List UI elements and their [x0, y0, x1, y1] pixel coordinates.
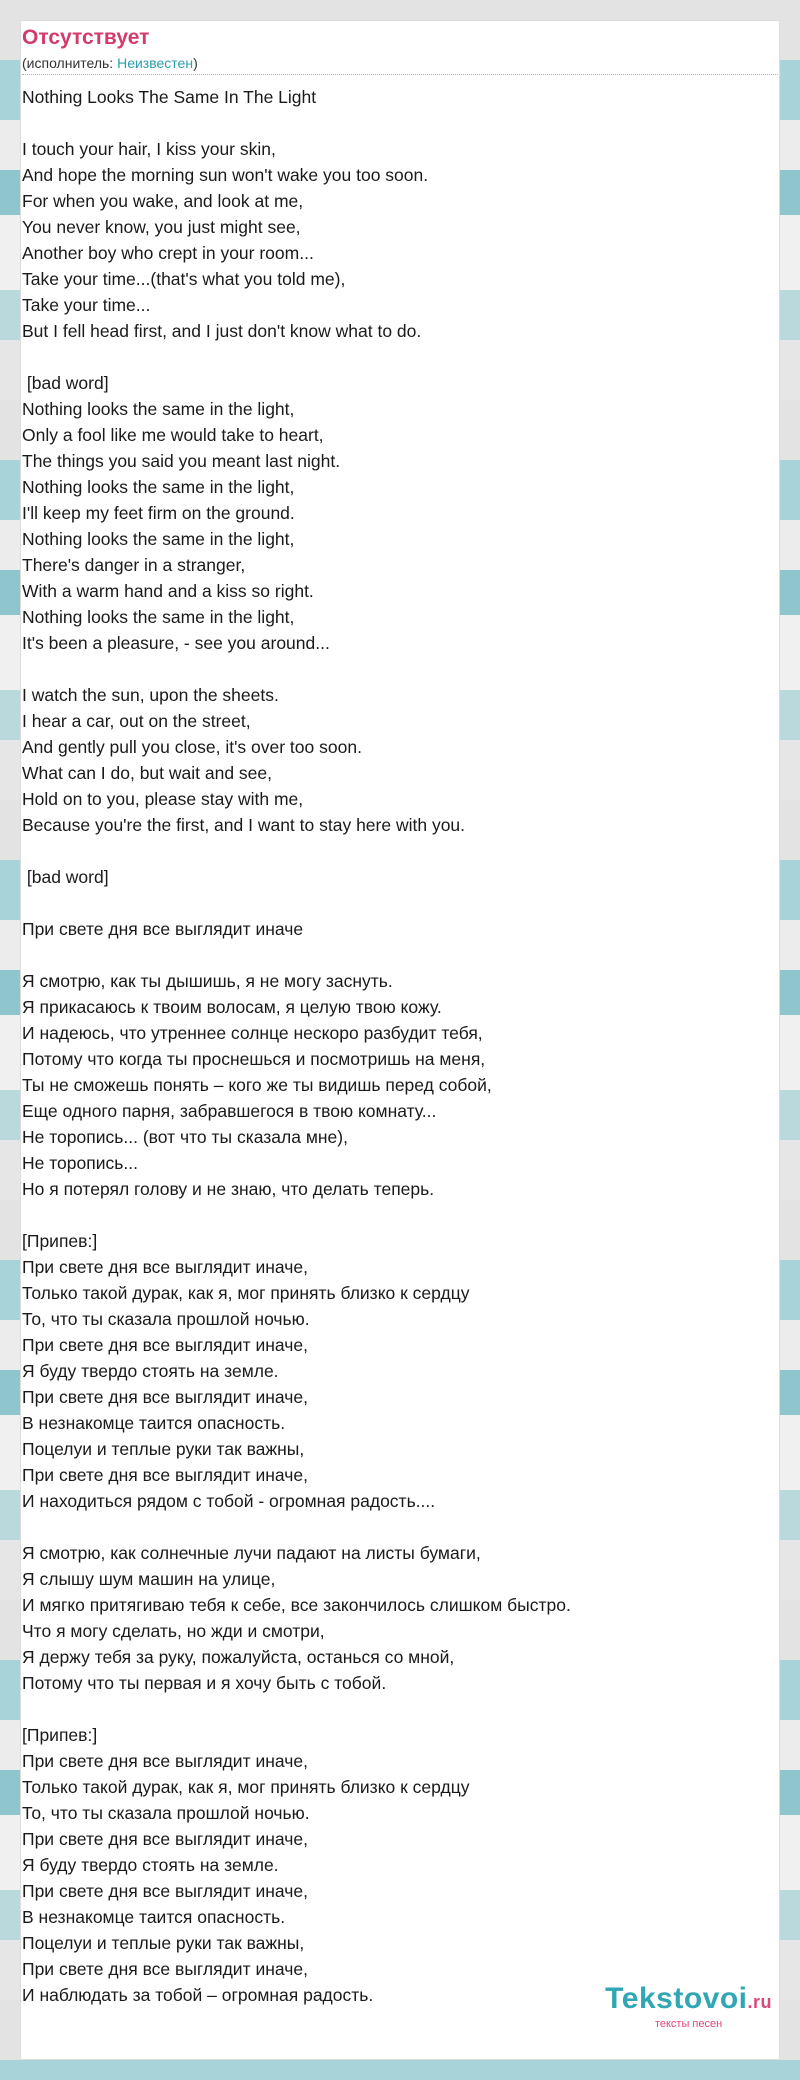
lyric-line: [bad word]	[22, 373, 109, 393]
lyric-line: При свете дня все выглядит иначе,	[22, 1257, 308, 1277]
lyric-line: [Припев:]	[22, 1725, 98, 1745]
lyric-line: [bad word]	[22, 867, 109, 887]
lyric-line	[22, 344, 778, 370]
lyric-line: При свете дня все выглядит иначе,	[22, 1959, 308, 1979]
lyric-line: Не торопись... (вот что ты сказала мне),	[22, 1127, 348, 1147]
lyric-line: Nothing looks the same in the light,	[22, 607, 295, 627]
lyric-line	[22, 1514, 778, 1540]
lyric-line: Take your time...(that's what you told me),	[22, 269, 346, 289]
logo-tagline: тексты песен	[654, 2018, 723, 2030]
lyric-line: Я смотрю, как ты дышишь, я не могу заснуть.	[22, 971, 393, 991]
lyric-line: Because you're the first, and I want to stay here with you.	[22, 815, 466, 835]
artist-line	[22, 54, 778, 72]
header-divider	[22, 74, 778, 75]
lyric-line: I hear a car, out on the street,	[22, 711, 251, 731]
lyric-line: При свете дня все выглядит иначе,	[22, 1465, 308, 1485]
lyric-line: Nothing looks the same in the light,	[22, 477, 295, 497]
lyric-line: То, что ты сказала прошлой ночью.	[22, 1803, 310, 1823]
lyric-line: Ты не сможешь понять – кого же ты видишь перед собой,	[22, 1075, 492, 1095]
lyric-line: То, что ты сказала прошлой ночью.	[22, 1309, 310, 1329]
lyric-line: Nothing looks the same in the light,	[22, 399, 295, 419]
lyric-line: Nothing looks the same in the light,	[22, 529, 295, 549]
lyric-line: Я буду твердо стоять на земле.	[22, 1361, 279, 1381]
lyric-line: Поцелуи и теплые руки так важны,	[22, 1933, 305, 1953]
artist-prefix: (исполнитель:	[22, 55, 118, 71]
lyric-line: Another boy who crept in your room...	[22, 243, 314, 263]
lyric-line: And hope the morning sun won't wake you too soon.	[22, 165, 429, 185]
lyric-line: But I fell head first, and I just don't know what to do.	[22, 321, 422, 341]
lyric-line: В незнакомце таится опасность.	[22, 1413, 286, 1433]
logo-name: Tekstovoi	[605, 1982, 748, 2015]
lyric-line: I watch the sun, upon the sheets.	[22, 685, 279, 705]
lyric-line: И надеюсь, что утреннее солнце нескоро разбудит тебя,	[22, 1023, 483, 1043]
lyric-line: При свете дня все выглядит иначе,	[22, 1829, 308, 1849]
lyric-line: Но я потерял голову и не знаю, что делать теперь.	[22, 1179, 435, 1199]
lyric-line: Что я могу сделать, но жди и смотри,	[22, 1621, 325, 1641]
lyric-line	[22, 1202, 778, 1228]
lyric-line: It's been a pleasure, - see you around...	[22, 633, 330, 653]
lyric-line: Я смотрю, как солнечные лучи падают на листы бумаги,	[22, 1543, 481, 1563]
lyric-line: И мягко притягиваю тебя к себе, все закончилось слишком быстро.	[22, 1595, 571, 1615]
lyric-line: Nothing Looks The Same In The Light	[22, 87, 317, 107]
lyric-line: При свете дня все выглядит иначе,	[22, 1751, 308, 1771]
lyric-line: При свете дня все выглядит иначе,	[22, 1335, 308, 1355]
lyric-line: I'll keep my feet firm on the ground.	[22, 503, 295, 523]
lyric-line: При свете дня все выглядит иначе,	[22, 1881, 308, 1901]
logo-wordmark	[605, 1984, 772, 2017]
artist-suffix: )	[193, 55, 198, 71]
lyric-line: При свете дня все выглядит иначе	[22, 919, 304, 939]
lyric-line: Я держу тебя за руку, пожалуйста, останься со мной,	[22, 1647, 455, 1667]
lyric-line: Потому что когда ты проснешься и посмотришь на меня,	[22, 1049, 486, 1069]
lyric-line: There's danger in a stranger,	[22, 555, 246, 575]
lyric-line: В незнакомце таится опасность.	[22, 1907, 286, 1927]
lyric-line: Only a fool like me would take to heart,	[22, 425, 324, 445]
lyric-line: For when you wake, and look at me,	[22, 191, 304, 211]
lyric-line: What can I do, but wait and see,	[22, 763, 273, 783]
logo-tld: .ru	[747, 1992, 772, 2012]
lyric-line: You never know, you just might see,	[22, 217, 301, 237]
lyric-line	[22, 942, 778, 968]
lyric-line: Только такой дурак, как я, мог принять близко к сердцу	[22, 1283, 470, 1303]
site-logo[interactable]	[605, 1984, 772, 2030]
lyric-line: Я слышу шум машин на улице,	[22, 1569, 276, 1589]
lyric-line: Я прикасаюсь к твоим волосам, я целую твою кожу.	[22, 997, 442, 1017]
artist-link[interactable]: Неизвестен	[117, 55, 194, 71]
lyric-line	[22, 656, 778, 682]
lyric-line: With a warm hand and a kiss so right.	[22, 581, 314, 601]
lyric-line: При свете дня все выглядит иначе,	[22, 1387, 308, 1407]
lyric-line: I touch your hair, I kiss your skin,	[22, 139, 276, 159]
lyric-line: И находиться рядом с тобой - огромная радость....	[22, 1491, 436, 1511]
lyric-line: Я буду твердо стоять на земле.	[22, 1855, 279, 1875]
lyric-line: Hold on to you, please stay with me,	[22, 789, 304, 809]
lyrics-body	[22, 84, 778, 2008]
lyric-line: Не торопись...	[22, 1153, 138, 1173]
lyric-line: Потому что ты первая и я хочу быть с тобой.	[22, 1673, 387, 1693]
lyric-line: The things you said you meant last night.	[22, 451, 341, 471]
lyric-line	[22, 110, 778, 136]
lyric-line: И наблюдать за тобой – огромная радость.	[22, 1985, 374, 2005]
lyric-line	[22, 1696, 778, 1722]
lyric-line: [Припев:]	[22, 1231, 98, 1251]
lyric-line: Поцелуи и теплые руки так важны,	[22, 1439, 305, 1459]
song-title: Отсутствует	[22, 26, 150, 49]
lyric-line: And gently pull you close, it's over too soon.	[22, 737, 362, 757]
lyric-line: Только такой дурак, как я, мог принять близко к сердцу	[22, 1777, 470, 1797]
song-header	[22, 24, 778, 75]
lyric-line: Еще одного парня, забравшегося в твою комнату...	[22, 1101, 437, 1121]
lyric-line	[22, 890, 778, 916]
lyric-line: Take your time...	[22, 295, 151, 315]
lyric-line	[22, 838, 778, 864]
